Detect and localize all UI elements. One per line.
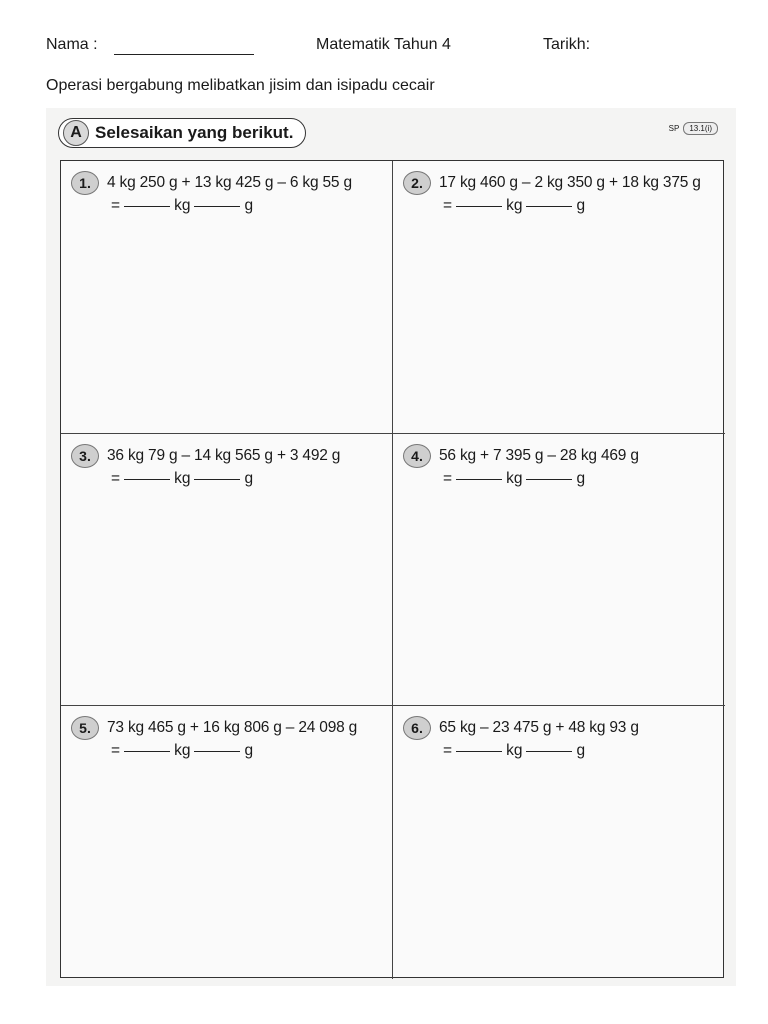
g-answer-blank[interactable] xyxy=(526,751,572,752)
question-expression: 65 kg – 23 475 g + 48 kg 93 g xyxy=(439,719,639,736)
kg-unit-label: kg xyxy=(174,197,191,214)
g-answer-blank[interactable] xyxy=(526,479,572,480)
question-expression: 36 kg 79 g – 14 kg 565 g + 3 492 g xyxy=(107,447,341,464)
question-expression: 17 kg 460 g – 2 kg 350 g + 18 kg 375 g xyxy=(439,174,701,191)
answer-row xyxy=(443,742,719,760)
equals-sign: = xyxy=(443,742,453,759)
section-heading xyxy=(58,118,306,148)
sp-label: SP xyxy=(668,124,680,133)
question-number-badge: 5. xyxy=(71,716,99,740)
question-expression: 4 kg 250 g + 13 kg 425 g – 6 kg 55 g xyxy=(107,174,352,191)
question-cell xyxy=(393,161,725,434)
subject-title: Matematik Tahun 4 xyxy=(316,36,451,53)
g-unit-label: g xyxy=(576,197,586,214)
kg-unit-label: kg xyxy=(174,470,191,487)
g-unit-label: g xyxy=(576,470,586,487)
section-letter-badge: A xyxy=(63,120,89,146)
g-unit-label: g xyxy=(244,197,254,214)
g-unit-label: g xyxy=(576,742,586,759)
question-number-badge: 2. xyxy=(403,171,431,195)
equals-sign: = xyxy=(111,197,121,214)
question-number-badge: 3. xyxy=(71,444,99,468)
name-blank-line[interactable] xyxy=(114,54,254,55)
name-label: Nama : xyxy=(46,36,98,53)
equals-sign: = xyxy=(443,197,453,214)
date-label: Tarikh: xyxy=(543,36,591,53)
answer-row xyxy=(111,470,386,488)
answer-row xyxy=(111,742,386,760)
kg-unit-label: kg xyxy=(174,742,191,759)
question-expression: 73 kg 465 g + 16 kg 806 g – 24 098 g xyxy=(107,719,358,736)
g-unit-label: g xyxy=(244,742,254,759)
question-cell xyxy=(393,706,725,979)
equals-sign: = xyxy=(111,470,121,487)
question-cell xyxy=(61,706,393,979)
kg-answer-blank[interactable] xyxy=(456,479,502,480)
g-answer-blank[interactable] xyxy=(194,751,240,752)
equals-sign: = xyxy=(443,470,453,487)
section-instruction: Selesaikan yang berikut. xyxy=(95,123,294,142)
sp-reference xyxy=(669,122,718,135)
answer-row xyxy=(443,470,719,488)
worksheet-header xyxy=(46,36,728,60)
answer-row xyxy=(111,197,386,215)
g-answer-blank[interactable] xyxy=(194,206,240,207)
question-cell xyxy=(61,434,393,706)
g-answer-blank[interactable] xyxy=(194,479,240,480)
question-number-badge: 4. xyxy=(403,444,431,468)
kg-answer-blank[interactable] xyxy=(124,479,170,480)
g-answer-blank[interactable] xyxy=(526,206,572,207)
kg-answer-blank[interactable] xyxy=(124,206,170,207)
topic-title: Operasi bergabung melibatkan jisim dan isipadu cecair xyxy=(46,77,435,94)
question-number-badge: 1. xyxy=(71,171,99,195)
question-grid xyxy=(60,160,724,978)
question-cell xyxy=(393,434,725,706)
kg-unit-label: kg xyxy=(506,742,523,759)
question-cell xyxy=(61,161,393,434)
question-number-badge: 6. xyxy=(403,716,431,740)
g-unit-label: g xyxy=(244,470,254,487)
kg-unit-label: kg xyxy=(506,197,523,214)
answer-row xyxy=(443,197,719,215)
equals-sign: = xyxy=(111,742,121,759)
exercise-sheet xyxy=(46,108,736,986)
kg-answer-blank[interactable] xyxy=(124,751,170,752)
kg-unit-label: kg xyxy=(506,470,523,487)
sp-code-badge: 13.1(i) xyxy=(683,122,718,135)
question-expression: 56 kg + 7 395 g – 28 kg 469 g xyxy=(439,447,639,464)
kg-answer-blank[interactable] xyxy=(456,206,502,207)
kg-answer-blank[interactable] xyxy=(456,751,502,752)
